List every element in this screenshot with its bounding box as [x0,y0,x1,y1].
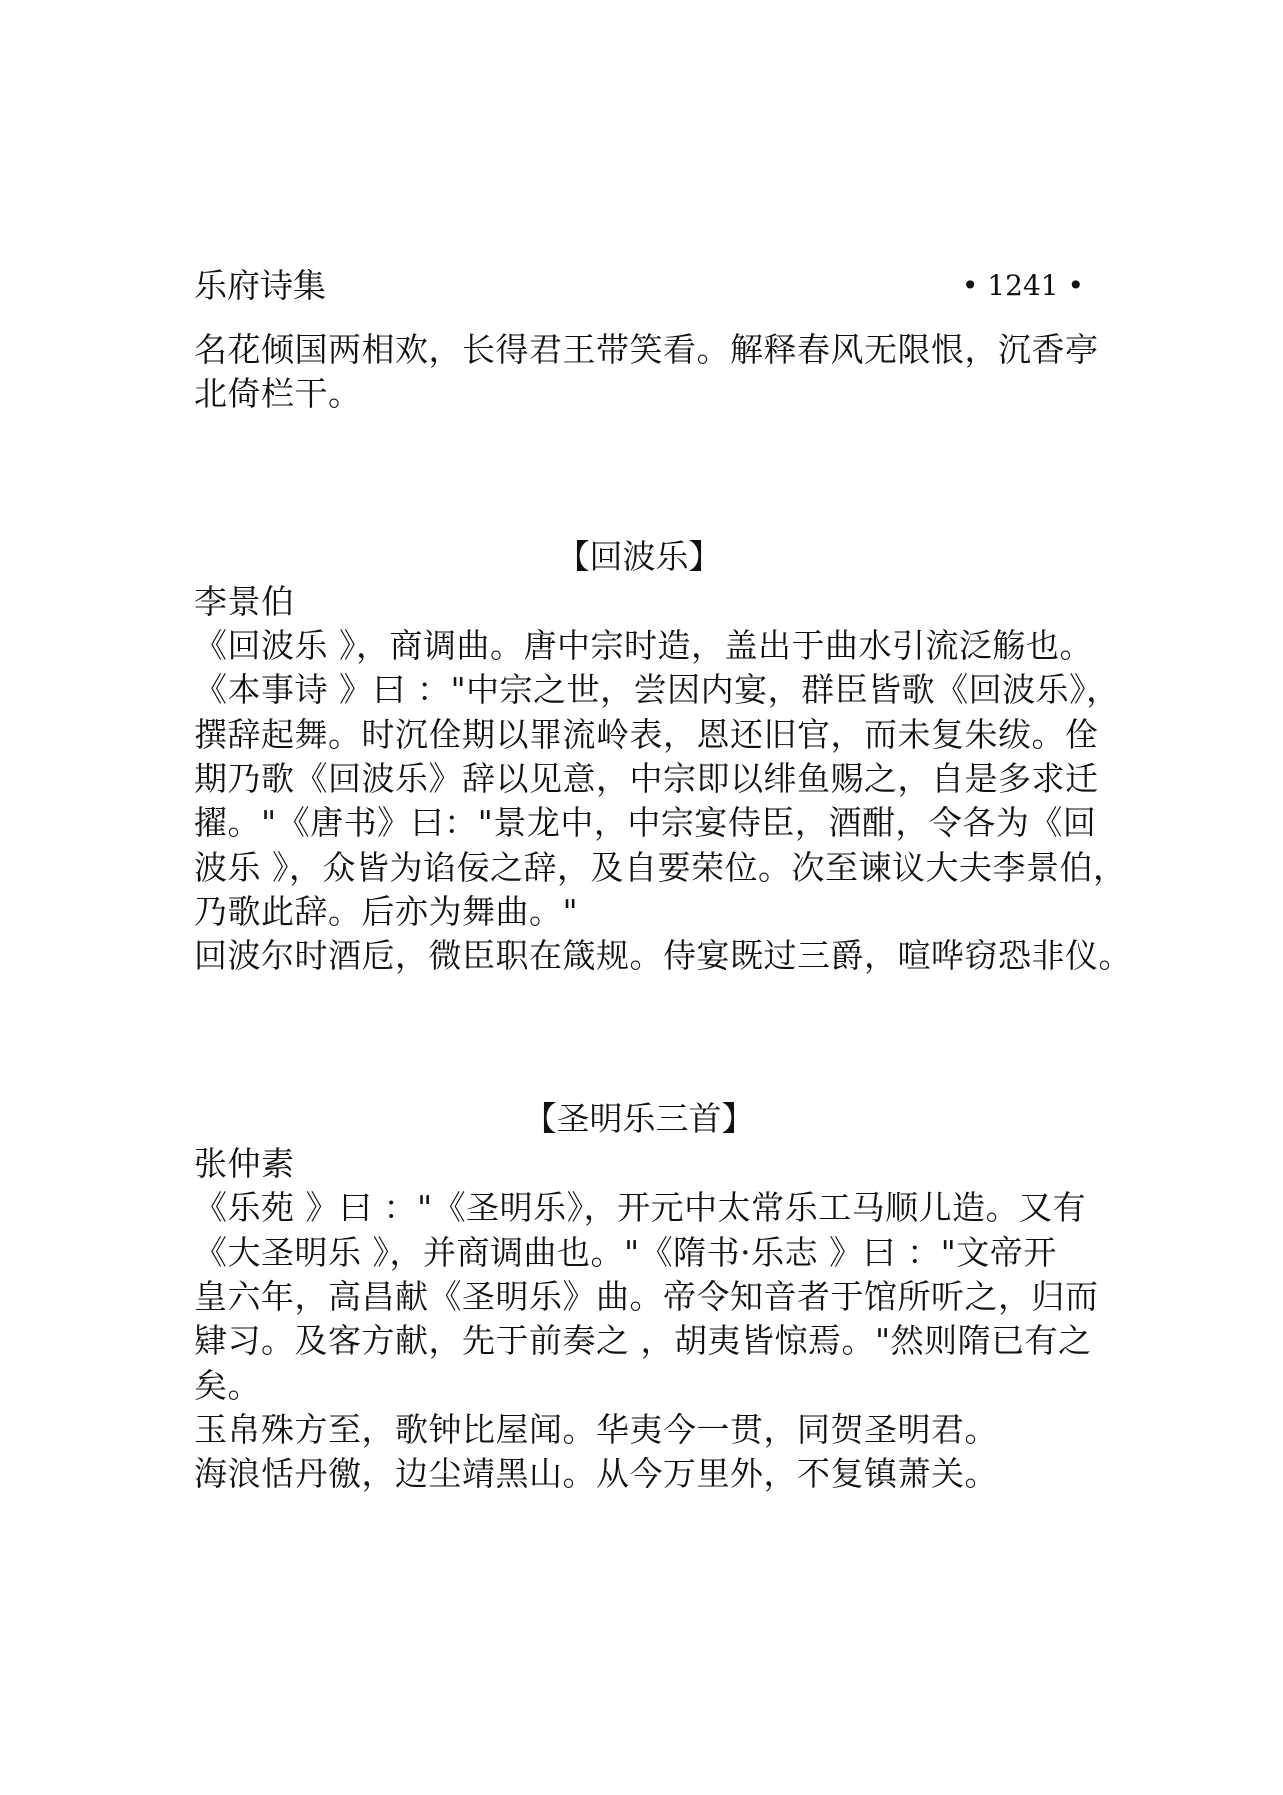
preface-line: 擢。"《唐书》曰："景龙中，中宗宴侍臣，酒酣，令各为《回 [194,803,1097,842]
preface-line: 乃歌此辞。后亦为舞曲。" [194,892,579,931]
section-heading: 【圣明乐三首】 [523,1099,755,1138]
intro-line: 名花倾国两相欢，长得君王带笑看。解释春风无限恨，沉香亭 [194,330,1099,369]
poem-line: 玉帛殊方至，歌钟比屋闻。华夷今一贯，同贺圣明君。 [194,1410,998,1449]
preface-line: 矣。 [194,1366,261,1405]
intro-line: 北倚栏干。 [194,374,362,413]
section-author: 张仲素 [194,1144,295,1183]
document-page [194,0,1132,1795]
section-author: 李景伯 [194,582,295,621]
book-title: 乐府诗集 [194,266,326,305]
page-header [194,266,1084,306]
preface-line: 《乐苑 》曰 ："《圣明乐》，开元中太常乐工马顺儿造。又有 [194,1188,1087,1227]
poem-line: 海浪恬丹徼，边尘靖黑山。从今万里外，不复镇萧关。 [194,1454,998,1493]
preface-line: 《大圣明乐 》，并商调曲也。"《隋书·乐志 》曰 ："文帝开 [194,1233,1057,1272]
preface-line: 皇六年，高昌献《圣明乐》曲。帝令知音者于馆所听之，归而 [194,1277,1099,1316]
page-number: • 1241 • [961,269,1084,302]
preface-line: 《回波乐 》，商调曲。唐中宗时造，盖出于曲水引流泛觞也。 [194,626,1093,665]
poem-line: 回波尔时酒卮，微臣职在箴规。侍宴既过三爵，喧哗窃恐非仪。 [194,936,1132,975]
preface-line: 《本事诗 》曰 ："中宗之世，尝因内宴，群臣皆歌《回波乐》， [194,670,1120,709]
preface-line: 肄习。及客方献，先于前奏之 ，胡夷皆惊焉。"然则隋已有之 [194,1321,1092,1360]
preface-line: 波乐 》，众皆为谄佞之辞，及自要荣位。次至谏议大夫李景伯， [194,848,1127,887]
section-heading: 【回波乐】 [556,537,722,576]
preface-line: 期乃歌《回波乐》辞以见意，中宗即以绯鱼赐之，自是多求迁 [194,759,1099,798]
preface-line: 撰辞起舞。时沉佺期以罪流岭表，恩还旧官，而未复朱绂。佺 [194,715,1099,754]
